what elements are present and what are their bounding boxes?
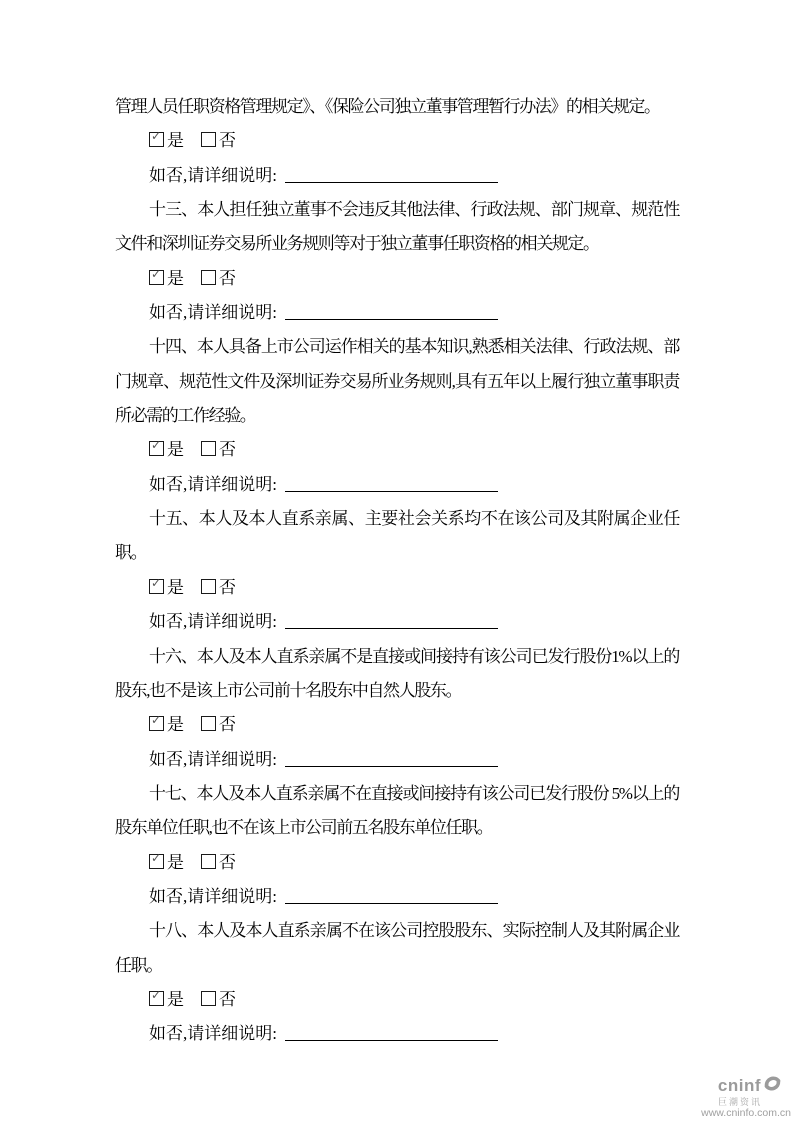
explain-blank-line[interactable] [285,752,498,767]
checkbox-unchecked-icon[interactable] [201,854,216,869]
explain-blank-line[interactable] [285,477,498,492]
explain-row [115,1017,679,1051]
yes-option[interactable] [149,575,184,597]
cninfo-watermark [623,1074,793,1119]
yes-option[interactable] [149,850,184,872]
explain-row [115,743,679,777]
explain-prompt: 如否,请详细说明: [149,165,277,185]
answer-options [115,262,679,296]
yes-label: 是 [167,131,184,151]
no-label: 否 [219,989,236,1009]
checkbox-checked-icon[interactable] [149,266,164,285]
checkbox-unchecked-icon[interactable] [201,579,216,594]
check-mark: ✓ [151,987,162,1002]
check-mark: ✓ [151,129,162,144]
answer-options [115,846,679,880]
no-option[interactable] [201,715,236,734]
cninfo-brand-row [623,1074,793,1098]
no-option[interactable] [201,269,236,288]
cninfo-brand-text: cninf [717,1075,761,1095]
explain-row [115,880,679,914]
check-mark: ✓ [151,438,162,453]
checkbox-unchecked-icon[interactable] [201,716,216,731]
checkbox-checked-icon[interactable] [149,575,164,594]
yes-option[interactable] [149,987,184,1009]
explain-prompt: 如否,请详细说明: [149,1024,277,1044]
cninfo-brand-chinese: 巨潮资讯 [717,1096,762,1107]
question-block [115,777,679,914]
question-block [115,193,679,330]
answer-options [115,708,679,742]
explain-row [115,159,679,193]
no-label: 否 [219,440,236,460]
cninfo-swirl-icon [763,1074,782,1098]
no-option[interactable] [201,440,236,459]
no-option[interactable] [201,853,236,872]
no-label: 否 [219,577,236,597]
no-option[interactable] [201,990,236,1009]
question-block [115,640,679,777]
no-label: 否 [219,131,236,151]
question-block [115,914,679,1051]
yes-option[interactable] [149,266,184,288]
checkbox-checked-icon[interactable] [149,987,164,1006]
explain-prompt: 如否,请详细说明: [149,749,277,769]
answer-options [115,124,679,158]
no-option[interactable] [201,578,236,597]
yes-option[interactable] [149,131,184,150]
no-label: 否 [219,852,236,872]
answer-options [115,433,679,467]
explain-prompt: 如否,请详细说明: [149,303,277,323]
checkbox-unchecked-icon[interactable] [201,132,216,147]
answer-options [115,571,679,605]
yes-label: 是 [167,989,184,1009]
explain-blank-line[interactable] [285,889,498,904]
question-block [115,330,679,502]
yes-option[interactable] [149,715,184,734]
checkbox-unchecked-icon[interactable] [201,991,216,1006]
yes-label: 是 [167,715,184,735]
explain-blank-line[interactable] [285,614,498,629]
check-mark: ✓ [151,575,162,590]
question-block [115,90,679,193]
explain-blank-line[interactable] [285,305,498,320]
explain-blank-line[interactable] [285,1026,498,1041]
question-text: 十八、本人及本人直系亲属不在该公司控股股东、实际控制人及其附属企业任职。 [115,921,679,975]
question-block [115,502,679,639]
explain-row [115,605,679,639]
explain-row [115,296,679,330]
checkbox-checked-icon[interactable] [149,129,164,147]
checkbox-checked-icon[interactable] [149,438,164,456]
question-text: 十三、本人担任独立董事不会违反其他法律、行政法规、部门规章、规范性文件和深圳证券交易所业务规则等对于独立董事任职资格的相关规定。 [115,200,679,254]
no-option[interactable] [201,131,236,150]
yes-label: 是 [167,440,184,460]
document-content [115,90,679,1052]
check-mark: ✓ [151,713,162,728]
question-text: 十六、本人及本人直系亲属不是直接或间接持有该公司已发行股份1%以上的股东,也不是该上市公司前十名股东中自然人股东。 [115,646,679,700]
checkbox-checked-icon[interactable] [149,713,164,731]
yes-option[interactable] [149,440,184,459]
explain-prompt: 如否,请详细说明: [149,474,277,494]
yes-label: 是 [167,268,184,288]
question-text: 十七、本人及本人直系亲属不在直接或间接持有该公司已发行股份 5%以上的股东单位任职,也不在该上市公司前五名股东单位任职。 [115,783,679,838]
no-label: 否 [219,268,236,288]
check-mark: ✓ [151,850,162,865]
check-mark: ✓ [151,266,162,281]
yes-label: 是 [167,852,184,872]
question-text: 管理人员任职资格管理规定》、《保险公司独立董事管理暂行办法》的相关规定。 [115,97,660,116]
no-label: 否 [219,715,236,735]
explain-prompt: 如否,请详细说明: [149,886,277,906]
question-text: 十四、本人具备上市公司运作相关的基本知识,熟悉相关法律、行政法规、部门规章、规范性文件及深圳证券交易所业务规则,具有五年以上履行独立董事职责所必需的工作经验。 [115,337,679,426]
checkbox-unchecked-icon[interactable] [201,441,216,456]
explain-row [115,468,679,502]
checkbox-unchecked-icon[interactable] [201,270,216,285]
checkbox-checked-icon[interactable] [149,850,164,869]
cninfo-url: www.cninfo.com.cn [701,1107,791,1120]
explain-blank-line[interactable] [285,168,498,183]
explain-prompt: 如否,请详细说明: [149,612,277,632]
answer-options [115,983,679,1017]
question-text: 十五、本人及本人直系亲属、主要社会关系均不在该公司及其附属企业任职。 [115,509,679,563]
yes-label: 是 [167,577,184,597]
